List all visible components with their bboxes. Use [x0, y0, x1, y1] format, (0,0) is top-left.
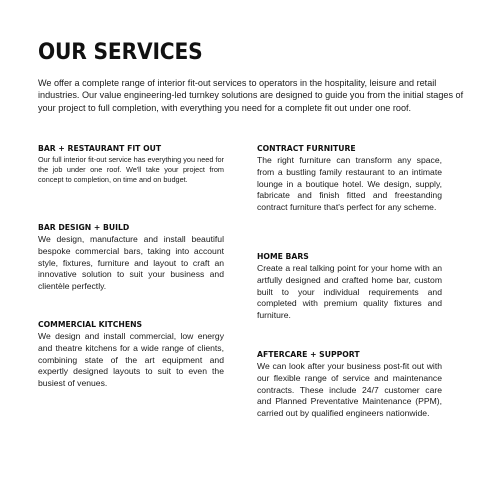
service-bar-design-build — [38, 222, 224, 293]
service-description: The right furniture can transform any space, from a bustling family restaurant to an intimate lounge in a boutique hotel. We design, supply, fabricate and finish fitted and freestanding contract furniture that's perfect for any scheme. — [257, 155, 442, 213]
service-heading: HOME BARS — [257, 251, 309, 261]
service-description: Our full interior fit-out service has everything you need for the job under one roof. We'll take your project from concept to completion, on time and on budget. — [38, 155, 224, 185]
service-description: We design and install commercial, low energy and theatre kitchens for a wide range of clients, combining state of the art equipment and expertly designed layouts to suit to even the busiest of venues. — [38, 331, 224, 389]
service-heading: BAR + RESTAURANT FIT OUT — [38, 143, 162, 153]
service-description: We design, manufacture and install beautiful bespoke commercial bars, taking into account style, fixtures, furniture and layout to craft an innovative solution to suit your business and clientèle perfectly. — [38, 234, 224, 292]
intro-paragraph: We offer a complete range of interior fit-out services to operators in the hospitality, leisure and retail industries. Our value engineering-led turnkey solutions are designed to guide you from the initial stages of your project to full completion, with everything you need for a complete fit out under one roof. — [38, 78, 464, 113]
service-home-bars — [257, 251, 442, 322]
service-contract-furniture — [257, 143, 442, 214]
service-heading: COMMERCIAL KITCHENS — [38, 319, 143, 329]
page-title: OUR SERVICES — [38, 40, 203, 65]
service-aftercare-support — [257, 349, 442, 420]
service-heading: AFTERCARE + SUPPORT — [257, 349, 360, 359]
service-heading: CONTRACT FURNITURE — [257, 143, 356, 153]
service-commercial-kitchens — [38, 319, 224, 390]
service-description: Create a real talking point for your home with an artfully designed and crafted home bar, custom built to your individual requirements and completed with premium quality fixtures and furniture. — [257, 263, 442, 321]
service-bar-restaurant-fit-out — [38, 143, 224, 185]
service-description: We can look after your business post-fit out with our flexible range of service and maintenance contracts. These include 24/7 customer care and Planned Preventative Maintenance (PPM), carried out by qualified engineers nationwide. — [257, 361, 442, 419]
service-heading: BAR DESIGN + BUILD — [38, 222, 130, 232]
